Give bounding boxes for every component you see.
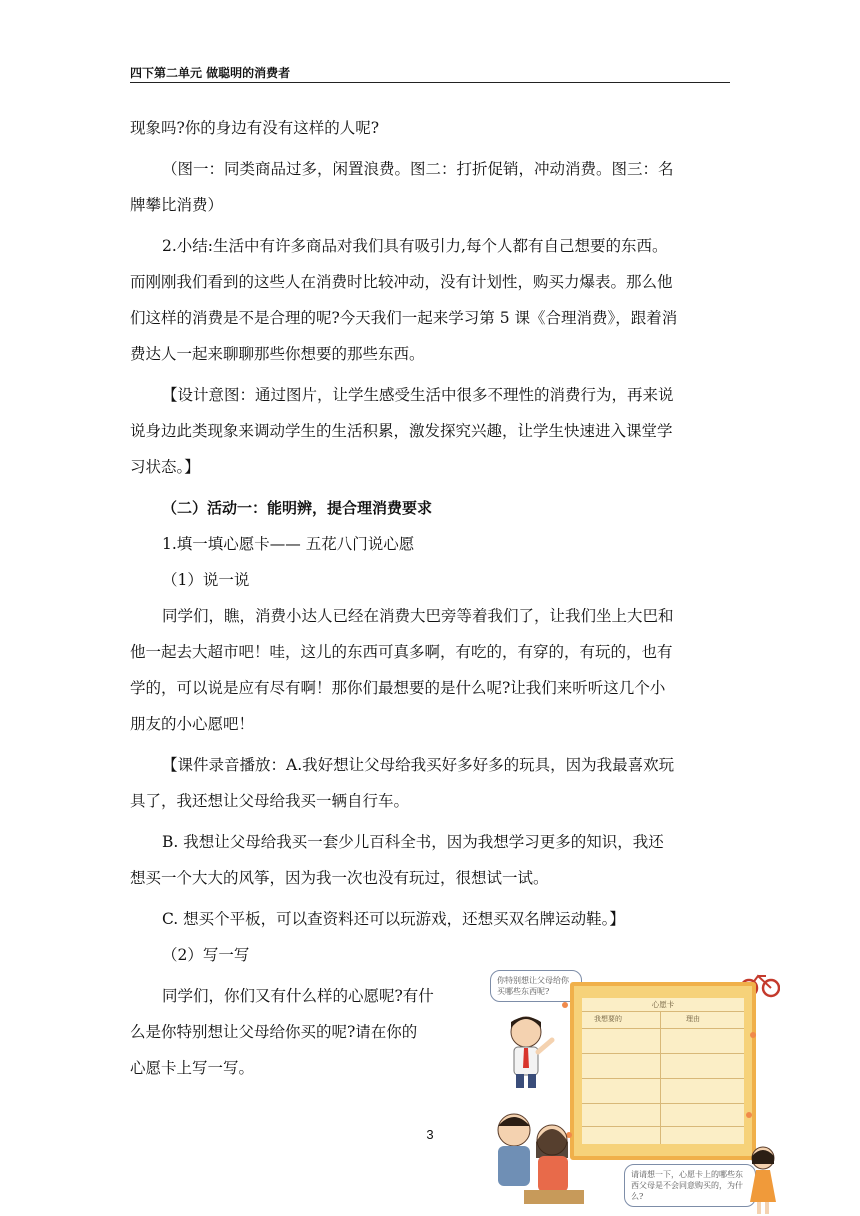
flower-decoration [746,1112,752,1118]
bubble-top-text: 你特别想让父母给你买哪些东西呢? [497,976,569,996]
wish-card [570,982,756,1160]
card-divider [582,1078,744,1079]
text-line: 而刚刚我们看到的这些人在消费时比较冲动，没有计划性，购买力爆表。那么他 [130,273,673,291]
speech-bubble-top [490,970,582,1002]
bubble-bottom-text: 请请想一下，心愿卡上的哪些东西父母是不会同意购买的，为什么? [631,1170,743,1201]
header-title: 四下第二单元 做聪明的消费者 [130,66,291,80]
text-line: 们这样的消费是不是合理的呢?今天我们一起来学习第 5 课《合理消费》，跟着消 [130,309,678,327]
page-number: 3 [426,1127,434,1142]
page-header [130,60,730,83]
card-divider [582,1053,744,1054]
wish-card-title: 心愿卡 [651,1000,675,1009]
text-line: 具了，我还想让父母给我买一辆自行车。 [130,792,410,810]
section-heading: （二）活动一：能明辨，提合理消费要求 [162,499,433,517]
text-line: （1）说一说 [162,571,250,589]
text-line: 【课件录音播放：A.我好想让父母给我买好多好多的玩具，因为我最喜欢玩 [162,756,675,774]
text-line: 习状态。】 [130,458,200,476]
girl-figure-icon [748,1144,778,1216]
text-line: 朋友的小心愿吧！ [130,715,255,733]
text-line: 想买一个大大的风筝，因为我一次也没有玩过，很想试一试。 [130,869,549,887]
card-divider [582,1126,744,1127]
text-line: 学的，可以说是应有尽有啊！那你们最想要的是什么呢?让我们来听听这几个小 [130,679,666,697]
text-line: B. 我想让父母给我买一套少儿百科全书，因为我想学习更多的知识，我还 [162,833,664,851]
text-line: 1.填一填心愿卡—— 五花八门说心愿 [162,535,415,553]
family-figure-icon [484,1102,594,1212]
flower-decoration [562,1002,568,1008]
text-line: 心愿卡上写一写。 [130,1059,255,1077]
card-divider [582,1028,744,1029]
card-divider [582,1011,744,1012]
speech-bubble-bottom [624,1164,756,1207]
text-line: 费达人一起来聊聊那些你想要的那些东西。 [130,345,425,363]
text-line: 同学们，瞧，消费小达人已经在消费大巴旁等着我们了，让我们坐上大巴和 [162,607,674,625]
wish-card-illustration [478,962,778,1216]
flower-decoration [750,1032,756,1038]
text-line: 同学们，你们又有什么样的心愿呢?有什 [162,987,434,1005]
card-divider [582,1103,744,1104]
boy-figure-icon [498,1010,558,1090]
text-line: 2.小结:生活中有许多商品对我们具有吸引力,每个人都有自己想要的东西。 [162,237,668,255]
text-line: C. 想买个平板，可以查资料还可以玩游戏，还想买双名牌运动鞋。】 [162,910,625,928]
text-line: 【设计意图：通过图片，让学生感受生活中很多不理性的消费行为，再来说 [162,386,674,404]
col-reason-label: 理由 [686,1015,700,1023]
text-line: 现象吗?你的身边有没有这样的人呢? [130,119,380,137]
text-line: 么是你特别想让父母给你买的呢?请在你的 [130,1023,418,1041]
text-line: （2）写一写 [162,946,250,964]
text-line: （图一：同类商品过多，闲置浪费。图二：打折促销，冲动消费。图三：名 [162,160,674,178]
col-want-label: 我想要的 [594,1015,622,1023]
text-line: 他一起去大超市吧！哇，这儿的东西可真多啊，有吃的，有穿的，有玩的，也有 [130,643,673,661]
text-line: 说身边此类现象来调动学生的生活积累，激发探究兴趣，让学生快速进入课堂学 [130,422,673,440]
wish-card-table [582,998,744,1144]
text-line: 牌攀比消费） [130,196,224,214]
